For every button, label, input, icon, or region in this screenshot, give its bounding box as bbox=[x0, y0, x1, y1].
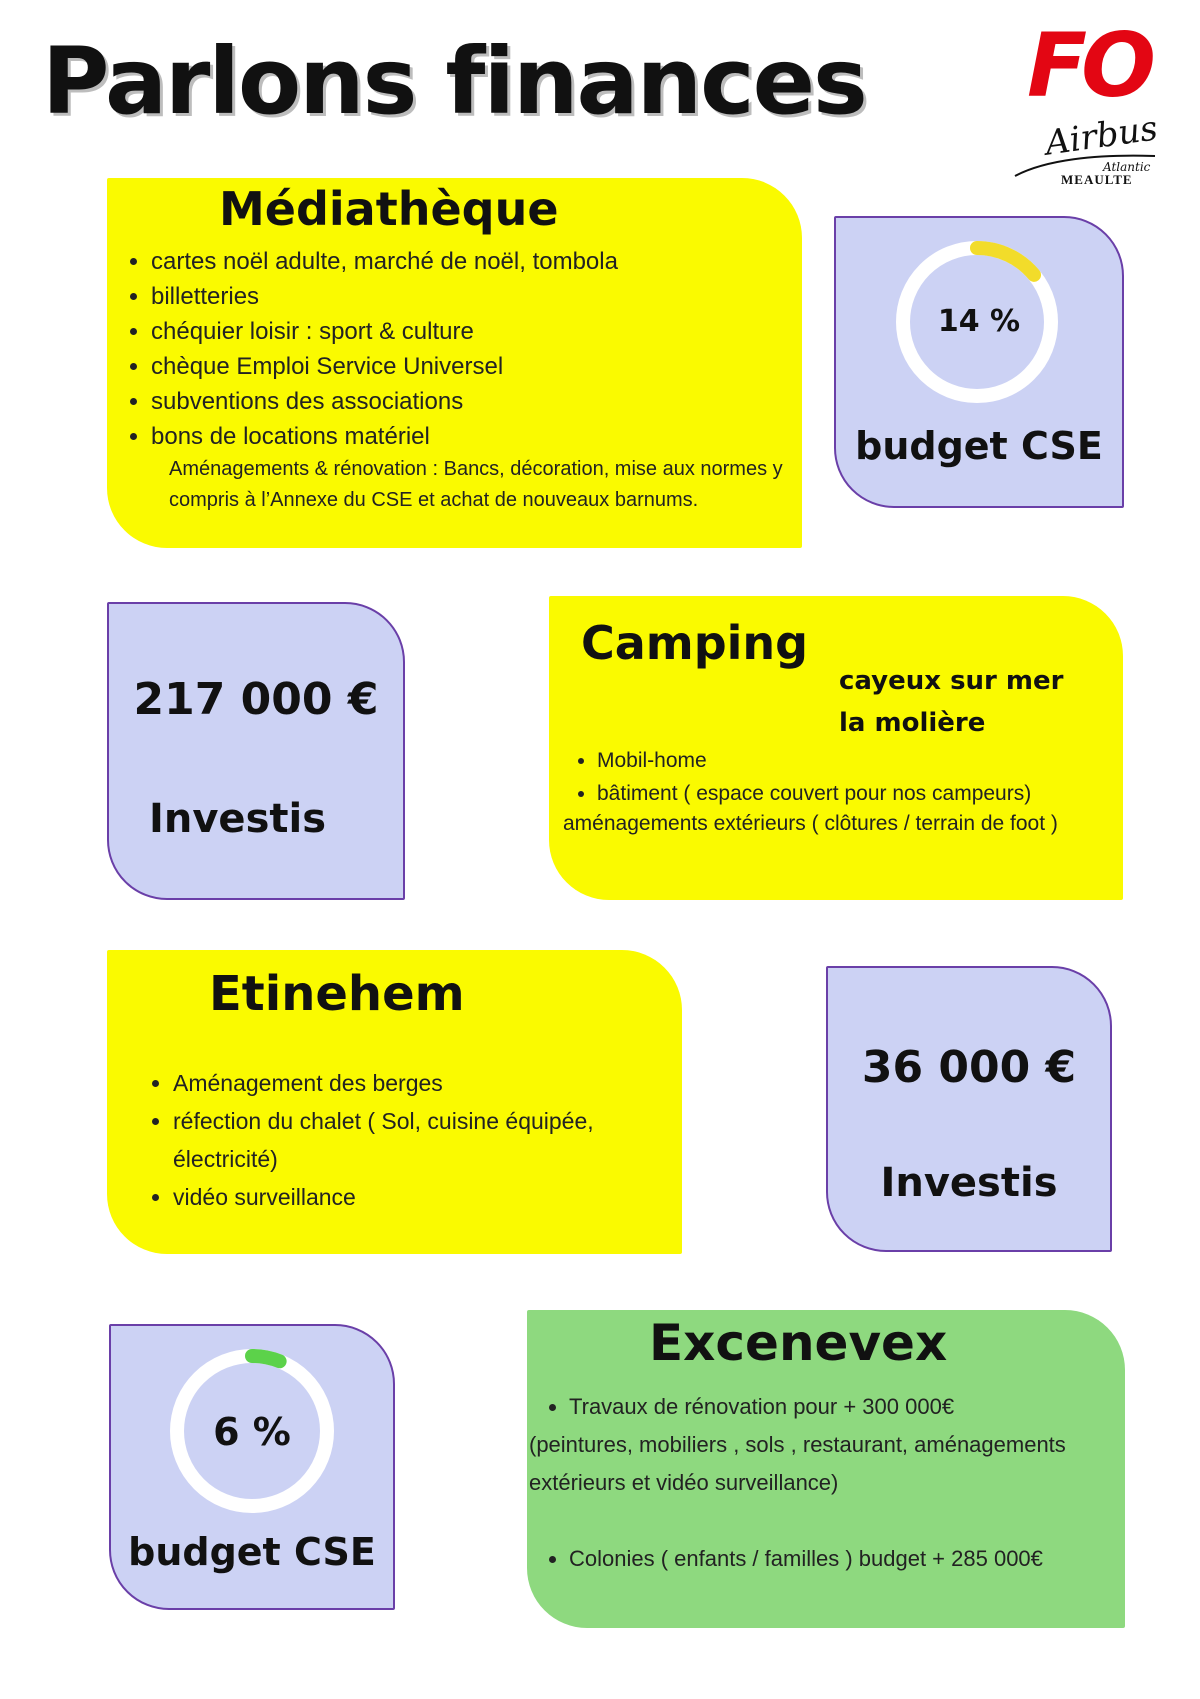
list-item: • Mobil-home bbox=[597, 744, 1031, 777]
invest-amount-217: 217 000 € bbox=[133, 674, 379, 725]
fo-airbus-logo bbox=[1005, 14, 1165, 187]
logo-airbus-text: Airbus bbox=[1042, 108, 1161, 164]
budget-percent-bottom: 6 % bbox=[213, 1410, 291, 1454]
list-item: • bâtiment ( espace couvert pour nos campeurs) bbox=[597, 777, 1031, 810]
excenevex-card bbox=[527, 1310, 1125, 1628]
page-title: Parlons finances bbox=[42, 28, 866, 135]
etinehem-list bbox=[147, 1064, 673, 1216]
excenevex-title: Excenevex bbox=[649, 1314, 948, 1372]
list-item: • cartes noël adulte, marché de noël, tombola bbox=[151, 244, 618, 279]
invest-label-36: Investis bbox=[880, 1160, 1058, 1206]
budget-card-bottom bbox=[109, 1324, 395, 1610]
camping-list bbox=[571, 744, 1031, 810]
list-item: • billetteries bbox=[151, 279, 618, 314]
camping-location-line2: la molière bbox=[839, 708, 986, 738]
invest-label-217: Investis bbox=[149, 796, 327, 842]
list-item: • subventions des associations bbox=[151, 384, 618, 419]
mediatheque-note: Aménagements & rénovation : Bancs, décoration, mise aux normes y compris à l’Annexe du CSE et achat de nouveaux barnums. bbox=[169, 458, 783, 511]
list-item: • chéquier loisir : sport & culture bbox=[151, 314, 618, 349]
invest-card-36 bbox=[826, 966, 1112, 1252]
logo-meaulte-text: MEAULTE bbox=[1061, 172, 1133, 187]
camping-card bbox=[549, 596, 1123, 900]
budget-label-top: budget CSE bbox=[855, 424, 1103, 468]
excenevex-list-2 bbox=[543, 1540, 1043, 1578]
mediatheque-list bbox=[125, 244, 618, 454]
camping-location-line1: cayeux sur mer bbox=[839, 666, 1064, 696]
list-item: • Travaux de rénovation pour + 300 000€ bbox=[569, 1388, 954, 1426]
list-item: • Colonies ( enfants / familles ) budget + 285 000€ bbox=[569, 1540, 1043, 1578]
invest-card-217 bbox=[107, 602, 405, 900]
list-item: • chèque Emploi Service Universel bbox=[151, 349, 618, 384]
mediatheque-title: Médiathèque bbox=[219, 182, 559, 236]
excenevex-item1-detail: (peintures, mobiliers , sols , restaurant, aménagements extérieurs et vidéo surveillance) bbox=[529, 1432, 1066, 1495]
list-item: • réfection du chalet ( Sol, cuisine équipée, électricité) bbox=[173, 1102, 673, 1178]
list-item: • Aménagement des berges bbox=[173, 1064, 673, 1102]
budget-percent-top: 14 % bbox=[937, 304, 1021, 339]
logo-atlantic-text: Atlantic bbox=[1103, 160, 1151, 174]
etinehem-card bbox=[107, 950, 682, 1254]
invest-amount-36: 36 000 € bbox=[861, 1042, 1077, 1093]
etinehem-title: Etinehem bbox=[209, 966, 465, 1022]
camping-title: Camping bbox=[581, 616, 809, 670]
list-item: • vidéo surveillance bbox=[173, 1178, 673, 1216]
list-item: • bons de locations matériel bbox=[151, 419, 618, 454]
mediatheque-card bbox=[107, 178, 802, 548]
camping-extra: aménagements extérieurs ( clôtures / terrain de foot ) bbox=[563, 812, 1058, 835]
excenevex-list-1 bbox=[543, 1388, 954, 1426]
budget-card-top bbox=[834, 216, 1124, 508]
budget-label-bottom: budget CSE bbox=[128, 1530, 376, 1574]
logo-fo-text: FO bbox=[1027, 14, 1150, 117]
